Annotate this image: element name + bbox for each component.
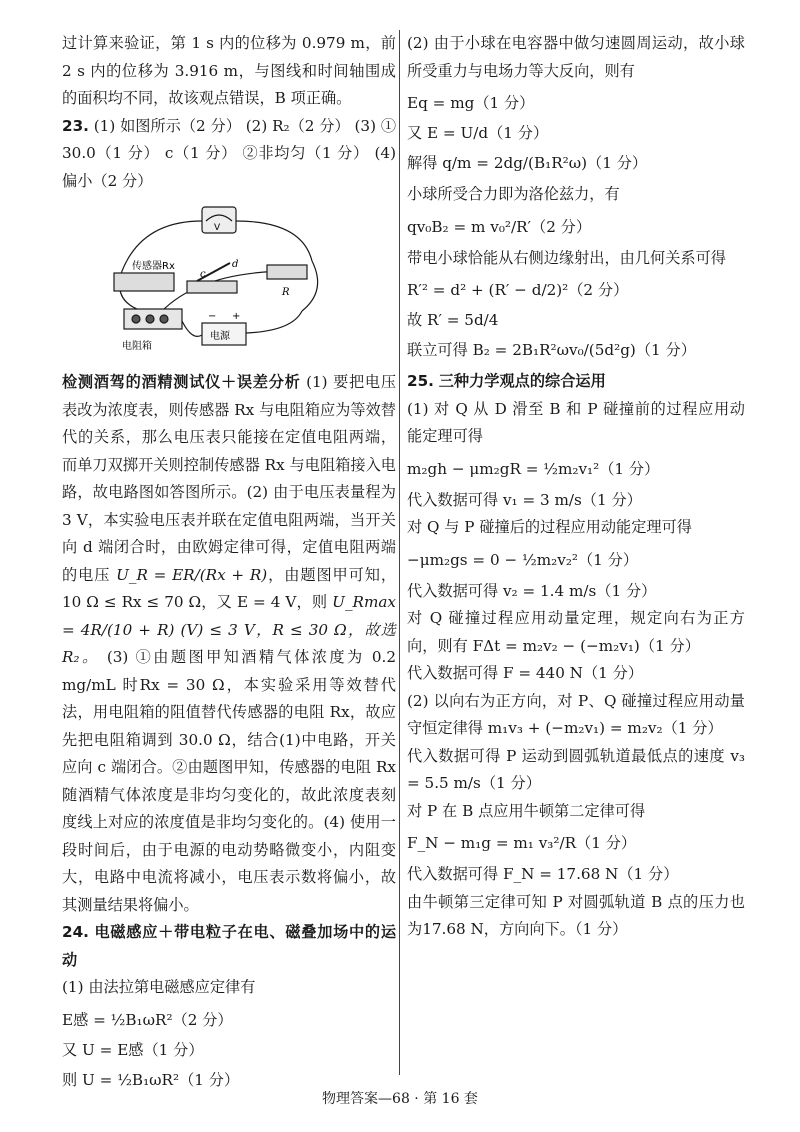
q24-number: 24. bbox=[62, 923, 89, 941]
label-minus: − bbox=[208, 311, 217, 322]
right-para-13: 代入数据可得 F_N = 17.68 N（1 分） bbox=[407, 865, 679, 883]
label-r: R bbox=[282, 287, 290, 298]
q25-title: 三种力学观点的综合运用 bbox=[438, 372, 606, 390]
right-eq-1: Eq = mg（1 分） bbox=[407, 94, 535, 112]
right-para-7: 代入数据可得 v₂ = 1.4 m/s（1 分） bbox=[407, 581, 657, 600]
right-eq-7: 联立可得 B₂ = 2B₁R²ωv₀/(5d²g)（1 分） bbox=[407, 341, 696, 359]
q23-answer-text: (1) 如图所示（2 分） (2) R₂（2 分） (3) ① 30.0（1 分） c（1 分） ②非均匀（1 分） (4) 偏小（2 分） bbox=[62, 116, 397, 190]
label-d: d bbox=[232, 259, 239, 270]
q25-number: 25. bbox=[407, 372, 434, 390]
right-para-6: 对 Q 与 P 碰撞后的过程应用动能定理可得 bbox=[407, 518, 692, 536]
right-para-3: 带电小球恰能从右侧边缘射出，由几何关系可得 bbox=[407, 248, 726, 267]
label-sensor: 传感器Rx bbox=[132, 261, 175, 272]
right-para-2: 小球所受合力即为洛伦兹力，有 bbox=[407, 185, 620, 203]
q24-heading bbox=[62, 919, 396, 974]
right-para-10: (2) 以向右为正方向，对 P、Q 碰撞过程应用动量守恒定律得 m₁v₃ + (−m₂v₁) = m₂v₂（1 分） bbox=[407, 691, 745, 737]
left-column bbox=[62, 30, 396, 1098]
q24-eq1: E感 = ½B₁ωR²（2 分） bbox=[62, 1010, 233, 1029]
analysis-title: 检测酒驾的酒精测试仪＋误差分析 bbox=[62, 373, 301, 391]
label-plus: + bbox=[232, 311, 241, 322]
analysis-text-3: (3) ①由题图甲知酒精气体浓度为 0.2 mg/mL 时Rx = 30 Ω，本实验采用等效替代法，用电阻箱的阻值替代传感器的电阻 Rx，故应先把电阻箱调到 30.0 Ω，结合(1)中电路，开关应向 c 端闭合。②由题图甲知，传感器的电阻 Rx 随酒精气体浓度是非均匀变化的，故此浓度表刻度线上对应的浓度值是非均匀变化的。(4) 使用一段时间后，由于电源的电动势略微变小，内阻变大，电路中电流将减小，电压表示数将偏小，故其测量结果将偏小。 bbox=[62, 648, 397, 914]
right-eq-6: 故 R′ = 5d/4 bbox=[407, 311, 499, 329]
q25-heading bbox=[407, 368, 745, 396]
right-eq-4: qv₀B₂ = m v₀²/R′（2 分） bbox=[407, 217, 592, 236]
right-para-4: (1) 对 Q 从 D 滑至 B 和 P 碰撞前的过程应用动能定理可得 bbox=[407, 399, 745, 445]
right-eq-3: 解得 q/m = 2dg/(B₁R²ω)（1 分） bbox=[407, 154, 648, 172]
label-box: 电阻箱 bbox=[122, 341, 152, 352]
right-para-14: 由牛顿第三定律可知 P 对圆弧轨道 B 点的压力也为17.68 N，方向向下。（1 分） bbox=[407, 892, 745, 938]
q23-answers bbox=[62, 113, 396, 196]
right-para-9: 代入数据可得 F = 440 N（1 分） bbox=[407, 664, 644, 682]
analysis-text-1: (1) 要把电压表改为浓度表，则传感器 Rx 与电阻箱应为等效替代的关系，那么电压表只能接在定值电阻两端，而单刀双掷开关则控制传感器 Rx 与电阻箱接入电路，故电路图如答图所示。(2) 由于电压表量程为 3 V，本实验电压表并联在定值电阻两端，当开关向 d 端闭合时，由欧姆定律可得，定值电阻两端的电压 bbox=[62, 373, 397, 584]
q24-title: 电磁感应＋带电粒子在电、磁叠加场中的运动 bbox=[62, 923, 397, 969]
label-c: c bbox=[200, 269, 206, 280]
right-column bbox=[407, 30, 745, 944]
switch bbox=[187, 281, 237, 293]
right-eq-10: F_N − m₁g = m₁ v₃²/R（1 分） bbox=[407, 834, 637, 852]
label-power: 电源 bbox=[210, 331, 230, 342]
label-v: V bbox=[214, 223, 221, 233]
q24-part1: (1) 由法拉第电磁感应定律有 bbox=[62, 978, 256, 996]
resistor-r bbox=[267, 265, 307, 279]
analysis-text-2: ，由题图甲可知，10 Ω ≤ Rx ≤ 70 Ω，又 E = 4 V，则 bbox=[62, 565, 397, 611]
right-eq-5: R′² = d² + (R′ − d/2)²（2 分） bbox=[407, 281, 629, 299]
circuit-diagram bbox=[102, 201, 332, 361]
column-divider bbox=[399, 30, 400, 1075]
analysis-eq-1: U_R = ER/(Rx + R) bbox=[116, 565, 268, 584]
q23-number: 23. bbox=[62, 116, 89, 135]
right-eq-2: 又 E = U/d（1 分） bbox=[407, 124, 549, 142]
analysis-para-1 bbox=[62, 369, 396, 919]
q24-eq2: 又 U = E感（1 分） bbox=[62, 1040, 204, 1059]
page-footer: 物理答案—68 · 第 16 套 bbox=[322, 1091, 478, 1107]
right-para-5: 代入数据可得 v₁ = 3 m/s（1 分） bbox=[407, 490, 642, 509]
analysis-eq-2: U_Rmax = 4R/(10 + R) (V) ≤ 3 V，R ≤ 30 Ω，故选 R₂。 bbox=[62, 593, 396, 666]
sensor-rx bbox=[114, 273, 174, 291]
right-eq-8: m₂gh − μm₂gR = ½m₂v₁²（1 分） bbox=[407, 459, 660, 478]
right-para-8: 对 Q 碰撞过程应用动量定理，规定向右为正方向，则有 FΔt = m₂v₂ − (−m₂v₁)（1 分） bbox=[407, 609, 745, 655]
right-para-11: 代入数据可得 P 运动到圆弧轨道最低点的速度 v₃ = 5.5 m/s（1 分） bbox=[407, 746, 745, 792]
right-eq-9: −μm₂gs = 0 − ½m₂v₂²（1 分） bbox=[407, 550, 639, 569]
right-para-12: 对 P 在 B 点应用牛顿第二定律可得 bbox=[407, 801, 646, 820]
q24-eq3: 则 U = ½B₁ωR²（1 分） bbox=[62, 1070, 240, 1089]
left-para-1: 过计算来验证，第 1 s 内的位移为 0.979 m，前 2 s 内的位移为 3.916 m，与图线和时间轴围成的面积均不同，故该观点错误，B 项正确。 bbox=[62, 34, 396, 107]
right-para-1: (2) 由于小球在电容器中做匀速圆周运动，故小球所受重力与电场力等大反向，则有 bbox=[407, 34, 745, 80]
